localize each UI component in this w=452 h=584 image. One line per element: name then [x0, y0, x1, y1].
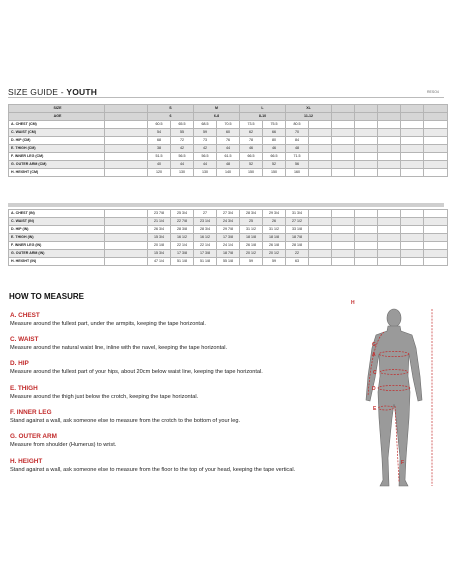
empty-cell	[309, 137, 332, 145]
table-cell: 54	[148, 129, 171, 137]
empty-cell	[355, 218, 378, 226]
table-cell: 52	[240, 161, 263, 169]
table-cell: 65.5	[171, 121, 194, 129]
table-cell: 48	[217, 161, 240, 169]
row-label: A. CHEST (IN)	[9, 210, 105, 218]
table-cell: 42	[194, 145, 217, 153]
empty-cell	[401, 145, 424, 153]
table-cell: 150	[263, 169, 286, 177]
figure-head	[387, 309, 401, 327]
table-cell: 26 1/8	[240, 242, 263, 250]
empty-cell	[424, 105, 448, 113]
empty-cell	[309, 153, 332, 161]
empty-cell	[309, 226, 332, 234]
empty-cell	[378, 129, 401, 137]
empty-cell	[309, 169, 332, 177]
size-table-in	[8, 209, 448, 266]
table-cell: 60.5	[148, 121, 171, 129]
empty-cell	[332, 113, 355, 121]
size-row	[9, 105, 448, 113]
empty-cell	[309, 234, 332, 242]
table-cell: 17 3/8	[217, 234, 240, 242]
empty-cell	[332, 153, 355, 161]
thigh-title: E. THIGH	[10, 385, 38, 392]
table-cell: 48	[286, 145, 309, 153]
empty-cell	[355, 161, 378, 169]
empty-cell	[332, 218, 355, 226]
table-cell: 15 3/4	[148, 234, 171, 242]
spacer-cell	[105, 121, 148, 129]
size-xl: XL	[286, 105, 332, 113]
table-cell: 31 3/4	[286, 210, 309, 218]
table-cell: 29 7/8	[217, 226, 240, 234]
empty-cell	[424, 234, 448, 242]
empty-cell	[378, 169, 401, 177]
table-cell: 20 1/2	[263, 250, 286, 258]
empty-cell	[309, 161, 332, 169]
table-row	[9, 169, 448, 177]
waist-title: C. WAIST	[10, 336, 39, 343]
table-cell: 18 1/8	[263, 234, 286, 242]
table-cell: 80	[263, 137, 286, 145]
table-cell: 78	[240, 137, 263, 145]
table-row	[9, 137, 448, 145]
spacer-cell	[105, 226, 148, 234]
spacer-cell	[105, 218, 148, 226]
row-label: F. INNER LEG (IN)	[9, 242, 105, 250]
table-cell: 44	[217, 145, 240, 153]
empty-cell	[355, 250, 378, 258]
table-cell: 84	[286, 137, 309, 145]
table-cell: 28 3/4	[240, 210, 263, 218]
table-cell: 44	[171, 161, 194, 169]
table-cell: 42	[171, 145, 194, 153]
age-s: 6	[148, 113, 194, 121]
age-xl: 11-12	[286, 113, 332, 121]
empty-cell	[424, 145, 448, 153]
label-e: E	[373, 406, 377, 412]
spacer-cell	[105, 113, 148, 121]
empty-cell	[401, 218, 424, 226]
empty-cell	[355, 258, 378, 266]
table-cell: 60	[217, 129, 240, 137]
empty-cell	[401, 129, 424, 137]
table-cell: 59	[240, 258, 263, 266]
label-c: C	[373, 370, 377, 376]
empty-cell	[424, 161, 448, 169]
size-l: L	[240, 105, 286, 113]
empty-cell	[401, 113, 424, 121]
table-cell: 70	[286, 129, 309, 137]
table-cell: 51 1/8	[194, 258, 217, 266]
table-cell: 76	[217, 137, 240, 145]
table-cell: 18 7/8	[217, 250, 240, 258]
table-cell: 28 3/8	[171, 226, 194, 234]
table-cell: 20 1/2	[240, 250, 263, 258]
table-row	[9, 121, 448, 129]
table-cell: 26 1/8	[263, 242, 286, 250]
empty-cell	[424, 250, 448, 258]
empty-cell	[332, 226, 355, 234]
empty-cell	[309, 121, 332, 129]
table-cell: 38	[148, 145, 171, 153]
outer-arm-text: Measure from shoulder (Humerus) to wrist.	[10, 442, 117, 448]
table-cell: 17 3/8	[171, 250, 194, 258]
empty-cell	[424, 258, 448, 266]
table-cell: 17 3/8	[194, 250, 217, 258]
empty-cell	[332, 137, 355, 145]
page-title	[8, 87, 97, 97]
how-to-measure-heading: HOW TO MEASURE	[9, 292, 84, 301]
empty-cell	[332, 169, 355, 177]
table-cell: 56	[286, 161, 309, 169]
empty-cell	[309, 250, 332, 258]
empty-cell	[401, 105, 424, 113]
table-cell: 59	[194, 129, 217, 137]
empty-cell	[378, 113, 401, 121]
empty-cell	[332, 129, 355, 137]
spacer-cell	[105, 129, 148, 137]
inner-leg-title: F. INNER LEG	[10, 409, 52, 416]
table-cell: 160	[286, 169, 309, 177]
empty-cell	[401, 137, 424, 145]
table-cell: 15 3/4	[148, 250, 171, 258]
age-header: AGE	[9, 113, 105, 121]
table-cell: 28 3/4	[194, 226, 217, 234]
table-cell: 33 1/8	[286, 226, 309, 234]
row-label: H. HEIGHT (IN)	[9, 258, 105, 266]
table-row	[9, 129, 448, 137]
table-row	[9, 226, 448, 234]
table-row	[9, 153, 448, 161]
inner-leg-text: Stand against a wall, ask someone else to measure from the crotch to the bottom of your leg.	[10, 418, 241, 424]
table-cell: 55 1/8	[217, 258, 240, 266]
row-label: D. HIP (IN)	[9, 226, 105, 234]
row-label: C. WAIST (CM)	[9, 129, 105, 137]
empty-cell	[332, 242, 355, 250]
empty-cell	[401, 169, 424, 177]
label-f: F	[401, 460, 405, 466]
empty-cell	[401, 226, 424, 234]
size-s: S	[148, 105, 194, 113]
empty-cell	[355, 129, 378, 137]
table-row	[9, 218, 448, 226]
row-label: D. HIP (CM)	[9, 137, 105, 145]
age-l: 8-10	[240, 113, 286, 121]
table-cell: 28 1/8	[286, 242, 309, 250]
empty-cell	[401, 153, 424, 161]
table-cell: 26	[263, 218, 286, 226]
label-g: G	[372, 342, 376, 348]
empty-cell	[401, 250, 424, 258]
empty-cell	[309, 218, 332, 226]
empty-cell	[378, 258, 401, 266]
empty-cell	[355, 105, 378, 113]
table-cell: 150	[240, 169, 263, 177]
table-cell: 56.5	[171, 153, 194, 161]
empty-cell	[332, 234, 355, 242]
table-cell: 51.5	[148, 153, 171, 161]
age-m: 6-8	[194, 113, 240, 121]
empty-cell	[401, 210, 424, 218]
spacer-cell	[105, 242, 148, 250]
table-cell: 80.5	[286, 121, 309, 129]
table-cell: 21 1/4	[148, 218, 171, 226]
empty-cell	[378, 234, 401, 242]
age-row	[9, 113, 448, 121]
table-cell: 51 1/8	[171, 258, 194, 266]
size-header: SIZE	[9, 105, 105, 113]
empty-cell	[332, 250, 355, 258]
empty-cell	[355, 169, 378, 177]
product-code: RESO4	[427, 90, 439, 94]
spacer-cell	[105, 210, 148, 218]
table-row	[9, 210, 448, 218]
empty-cell	[378, 153, 401, 161]
label-d: D	[372, 386, 376, 392]
empty-cell	[332, 145, 355, 153]
table-cell: 130	[194, 169, 217, 177]
table-row	[9, 161, 448, 169]
row-label: E. THIGH (IN)	[9, 234, 105, 242]
empty-cell	[355, 226, 378, 234]
empty-cell	[401, 258, 424, 266]
empty-cell	[401, 121, 424, 129]
title-prefix: SIZE GUIDE -	[8, 87, 67, 97]
empty-cell	[378, 226, 401, 234]
table-cell: 25	[240, 218, 263, 226]
table-cell: 22 1/4	[171, 242, 194, 250]
table-cell: 24 3/4	[217, 218, 240, 226]
table-cell: 73.5	[240, 121, 263, 129]
waist-text: Measure around the natural waist line, inline with the navel, keeping the tape horizontal.	[10, 345, 228, 351]
empty-cell	[378, 137, 401, 145]
empty-cell	[332, 161, 355, 169]
row-label: H. HEIGHT (CM)	[9, 169, 105, 177]
empty-cell	[332, 121, 355, 129]
empty-cell	[355, 234, 378, 242]
body-silhouette	[366, 309, 422, 486]
empty-cell	[309, 242, 332, 250]
empty-cell	[424, 137, 448, 145]
empty-cell	[424, 218, 448, 226]
table-cell: 31 1/2	[240, 226, 263, 234]
size-table-cm	[8, 104, 448, 177]
spacer-cell	[105, 105, 148, 113]
spacer-cell	[105, 153, 148, 161]
table-cell: 23 1/4	[194, 218, 217, 226]
table-cell: 62	[240, 129, 263, 137]
size-m: M	[194, 105, 240, 113]
spacer-cell	[105, 250, 148, 258]
table-cell: 18 1/8	[240, 234, 263, 242]
empty-cell	[378, 218, 401, 226]
table-cell: 66	[263, 129, 286, 137]
table-cell: 24 1/4	[217, 242, 240, 250]
table-cell: 22	[286, 250, 309, 258]
spacer-cell	[105, 145, 148, 153]
table-row	[9, 145, 448, 153]
height-title: H. HEIGHT	[10, 458, 43, 465]
hip-text: Measure around the fullest part of your hips, about 20cm below waist line, keeping the tape horizontal.	[10, 369, 263, 375]
table-row	[9, 242, 448, 250]
empty-cell	[424, 226, 448, 234]
empty-cell	[355, 137, 378, 145]
empty-cell	[355, 113, 378, 121]
row-label: A. CHEST (CM)	[9, 121, 105, 129]
empty-cell	[401, 242, 424, 250]
empty-cell	[424, 169, 448, 177]
table-cell: 20 1/8	[148, 242, 171, 250]
table-cell: 73	[194, 137, 217, 145]
empty-cell	[424, 129, 448, 137]
empty-cell	[378, 242, 401, 250]
measurement-figure	[348, 296, 444, 496]
empty-cell	[309, 210, 332, 218]
table-cell: 18 7/8	[286, 234, 309, 242]
table-cell: 75.5	[263, 121, 286, 129]
table-cell: 27 1/2	[286, 218, 309, 226]
table-cell: 22 1/4	[194, 242, 217, 250]
row-label: E. THIGH (CM)	[9, 145, 105, 153]
empty-cell	[332, 258, 355, 266]
table-cell: 26 3/4	[148, 226, 171, 234]
table-cell: 46	[240, 145, 263, 153]
empty-cell	[355, 210, 378, 218]
empty-cell	[378, 161, 401, 169]
table-cell: 27 3/4	[217, 210, 240, 218]
table-cell: 120	[148, 169, 171, 177]
table-cell: 59	[263, 258, 286, 266]
table-cell: 140	[217, 169, 240, 177]
row-label: G. OUTER ARM (IN)	[9, 250, 105, 258]
thigh-text: Measure around the thigh just below the crotch, keeping the tape horizontal.	[10, 394, 199, 400]
spacer-cell	[105, 137, 148, 145]
empty-cell	[424, 242, 448, 250]
label-a: A	[372, 352, 376, 358]
empty-cell	[378, 121, 401, 129]
title-divider	[8, 97, 444, 98]
title-strong: YOUTH	[66, 87, 98, 97]
table-cell: 40	[148, 161, 171, 169]
spacer-cell	[105, 161, 148, 169]
table-cell: 68.5	[194, 121, 217, 129]
row-label: G. OUTER ARM (CM)	[9, 161, 105, 169]
table-cell: 44	[194, 161, 217, 169]
empty-cell	[378, 145, 401, 153]
empty-cell	[424, 113, 448, 121]
row-label: C. WAIST (IN)	[9, 218, 105, 226]
table-cell: 61.5	[217, 153, 240, 161]
table-cell: 16 1/2	[194, 234, 217, 242]
height-text: Stand against a wall, ask someone else to measure from the floor to the top of your head, keeping the tape vertical.	[10, 467, 296, 473]
empty-cell	[332, 105, 355, 113]
table-cell: 130	[171, 169, 194, 177]
empty-cell	[355, 121, 378, 129]
table-cell: 16 1/2	[171, 234, 194, 242]
empty-cell	[378, 105, 401, 113]
table-cell: 66.5	[263, 153, 286, 161]
label-h: H	[351, 300, 355, 306]
table-cell: 72	[171, 137, 194, 145]
empty-cell	[378, 210, 401, 218]
empty-cell	[309, 145, 332, 153]
table-cell: 47 1/4	[148, 258, 171, 266]
empty-cell	[401, 161, 424, 169]
empty-cell	[309, 258, 332, 266]
empty-cell	[355, 153, 378, 161]
empty-cell	[424, 210, 448, 218]
empty-cell	[355, 145, 378, 153]
empty-cell	[424, 153, 448, 161]
table-cell: 27	[194, 210, 217, 218]
table-cell: 31 1/2	[263, 226, 286, 234]
table-cell: 56.5	[194, 153, 217, 161]
table-cell: 23 7/8	[148, 210, 171, 218]
table-cell: 70.5	[217, 121, 240, 129]
table-cell: 68	[148, 137, 171, 145]
table-cell: 25 3/4	[171, 210, 194, 218]
hip-title: D. HIP	[10, 360, 29, 367]
empty-cell	[378, 250, 401, 258]
empty-cell	[332, 210, 355, 218]
table-row	[9, 250, 448, 258]
spacer-cell	[105, 258, 148, 266]
table-cell: 22 7/8	[171, 218, 194, 226]
table-cell: 46	[263, 145, 286, 153]
empty-cell	[401, 234, 424, 242]
table-separator	[8, 203, 444, 207]
table-cell: 55	[171, 129, 194, 137]
spacer-cell	[105, 234, 148, 242]
chest-text: Measure around the fullest part, under the armpits, keeping the tape horizontal.	[10, 321, 206, 327]
empty-cell	[424, 121, 448, 129]
outer-arm-title: G. OUTER ARM	[10, 433, 57, 440]
table-cell: 52	[263, 161, 286, 169]
table-row	[9, 258, 448, 266]
table-cell: 66.5	[240, 153, 263, 161]
row-label: F. INNER LEG (CM)	[9, 153, 105, 161]
table-row	[9, 234, 448, 242]
table-cell: 29 3/4	[263, 210, 286, 218]
empty-cell	[309, 129, 332, 137]
table-cell: 63	[286, 258, 309, 266]
chest-title: A. CHEST	[10, 312, 40, 319]
spacer-cell	[105, 169, 148, 177]
empty-cell	[355, 242, 378, 250]
table-cell: 71.5	[286, 153, 309, 161]
